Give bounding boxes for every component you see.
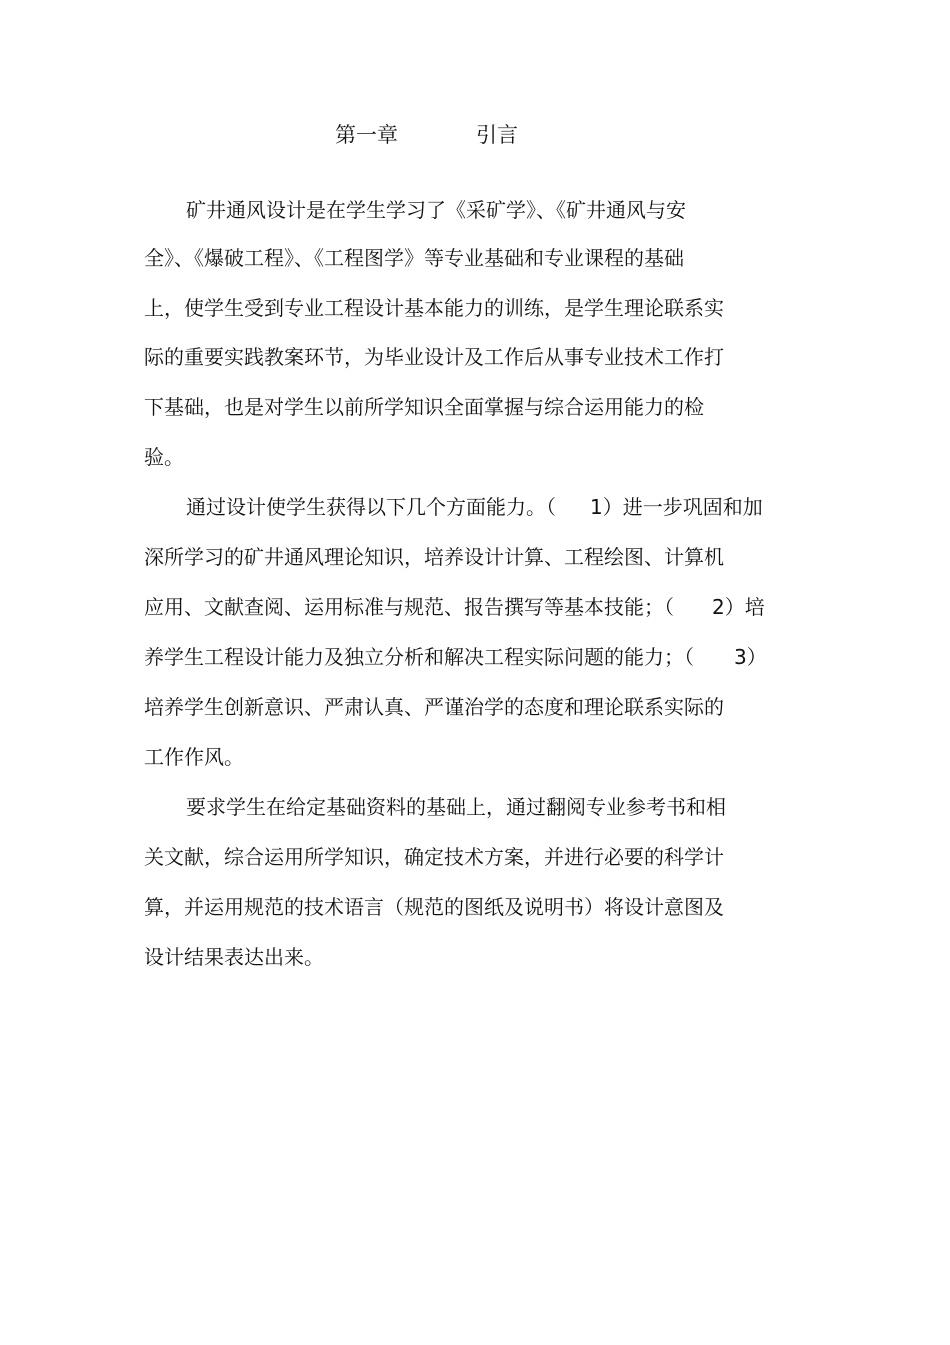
paragraph-2-line-6: 工作作风。 xyxy=(144,745,244,769)
paragraph-2-item-2-text: 2）培 xyxy=(712,595,765,619)
chapter-title: 引言 xyxy=(476,123,518,147)
paragraph-3-line-1: 要求学生在给定基础资料的基础上，通过翻阅专业参考书和相 xyxy=(186,795,726,819)
paragraph-2-line-5: 培养学生创新意识、严肃认真、严谨治学的态度和理论联系实际的 xyxy=(144,695,724,719)
paragraph-1-line-5: 下基础，也是对学生以前所学知识全面掌握与综合运用能力的检 xyxy=(144,395,704,419)
paragraph-3-line-3: 算，并运用规范的技术语言（规范的图纸及说明书）将设计意图及 xyxy=(144,895,724,919)
paragraph-2-line-3-text: 应用、文献查阅、运用标准与规范、报告撰写等基本技能；（ xyxy=(144,595,674,619)
paragraph-2-line-1 xyxy=(186,490,763,524)
paragraph-1-line-1: 矿井通风设计是在学生学习了《采矿学》、《矿井通风与安 xyxy=(186,198,686,222)
paragraph-1-line-6: 验。 xyxy=(144,445,184,469)
paragraph-2-line-4-text: 养学生工程设计能力及独立分析和解决工程实际问题的能力；（ xyxy=(144,645,694,669)
paragraph-1-line-2: 全》、《爆破工程》、《工程图学》等专业基础和专业课程的基础 xyxy=(144,246,684,270)
paragraph-2-line-1-text: 通过设计使学生获得以下几个方面能力。（ xyxy=(186,495,556,519)
chapter-heading xyxy=(0,118,950,152)
paragraph-3-line-2: 关文献，综合运用所学知识，确定技术方案，并进行必要的科学计 xyxy=(144,845,724,869)
paragraph-2-item-1-text: 1）进一步巩固和加 xyxy=(590,495,763,519)
paragraph-3-line-4: 设计结果表达出来。 xyxy=(144,945,324,969)
paragraph-1-line-4: 际的重要实践教案环节，为毕业设计及工作后从事专业技术工作打 xyxy=(144,345,724,369)
paragraph-1-line-3: 上，使学生受到专业工程设计基本能力的训练，是学生理论联系实 xyxy=(144,296,724,320)
chapter-number: 第一章 xyxy=(335,123,398,147)
paragraph-2-item-3-text: 3） xyxy=(734,645,767,669)
paragraph-2-line-4 xyxy=(144,640,767,674)
paragraph-2-line-2: 深所学习的矿井通风理论知识，培养设计计算、工程绘图、计算机 xyxy=(144,545,724,569)
paragraph-2-line-3 xyxy=(144,590,765,624)
